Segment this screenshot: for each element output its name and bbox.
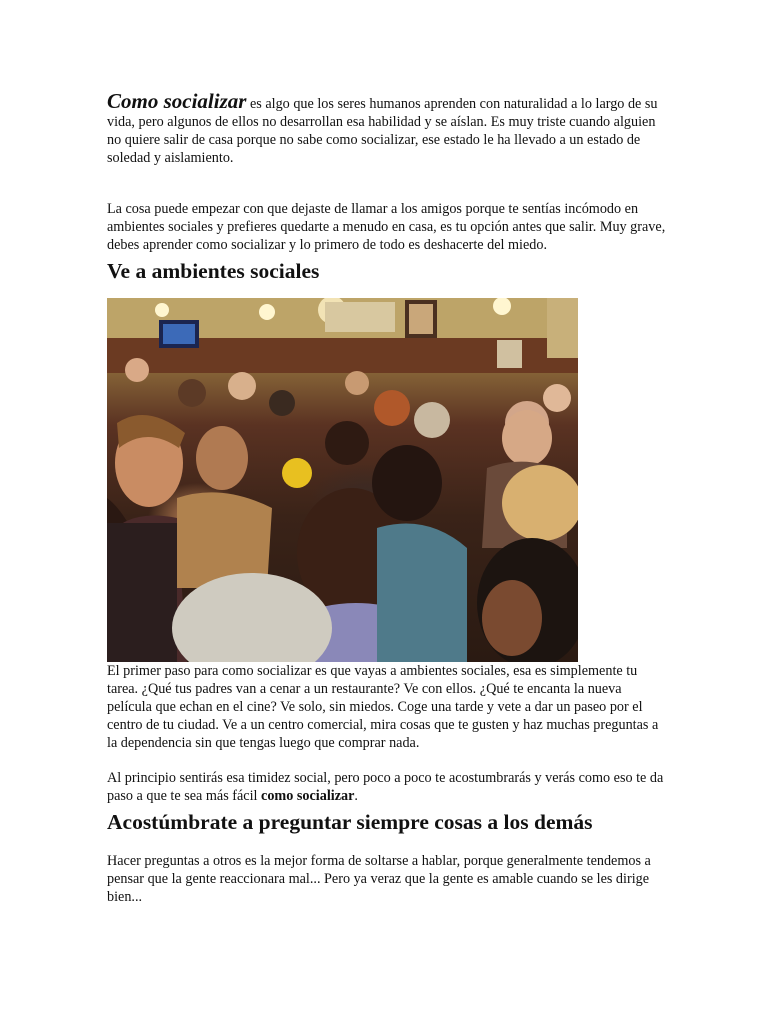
intro-paragraph xyxy=(107,89,667,167)
intro-title: Como socializar xyxy=(107,89,247,113)
paragraph-3: El primer paso para como socializar es que vayas a ambientes sociales, esa es simplemente tu tarea. ¿Qué tus padres van a cenar a un restaurante? Ve con ellos. ¿Qué te encanta la nueva película que echan en el cine? Ve solo, sin miedos. Coge una tarde y vete a dar un paseo por el centro de tu ciudad. Ve a un centro comercial, mira cosas que te gusten y haz muchas preguntas a la dependencia sin que tengas luego que comprar nada. xyxy=(107,663,659,751)
paragraph-4 xyxy=(107,769,667,805)
paragraph-4-end: . xyxy=(354,788,358,804)
intro-text: es algo que los seres humanos aprenden con naturalidad a lo largo de su vida, pero algunos de ellos no desarrollan esa habilidad y se aíslan. Es muy triste cuando alguien no quiere salir de casa porque no sabe como socializar, ese estado le ha llevado a un estado de soledad y aislamiento. xyxy=(107,96,658,166)
document-body xyxy=(107,89,667,906)
paragraph-4-bold: como socializar xyxy=(261,788,355,804)
party-photo xyxy=(107,298,578,662)
paragraph-5: Hacer preguntas a otros es la mejor forma de soltarse a hablar, porque generalmente tendemos a pensar que la gente reaccionara mal... Pero ya veraz que la gente es amable cuando se les dirige bien... xyxy=(107,853,651,905)
heading-ambientes-sociales: Ve a ambientes sociales xyxy=(107,259,320,283)
heading-acostumbrate: Acostúmbrate a preguntar siempre cosas a los demás xyxy=(107,810,593,834)
paragraph-4-text: Al principio sentirás esa timidez social, pero poco a poco te acostumbrarás y verás como eso te da paso a que te sea más fácil xyxy=(107,770,664,804)
paragraph-2: La cosa puede empezar con que dejaste de llamar a los amigos porque te sentías incómodo en ambientes sociales y prefieres quedarte a menudo en casa, es tu opción antes que salir. Muy grave, debes aprender como socializar y lo primero de todo es deshacerte del miedo. xyxy=(107,201,666,253)
